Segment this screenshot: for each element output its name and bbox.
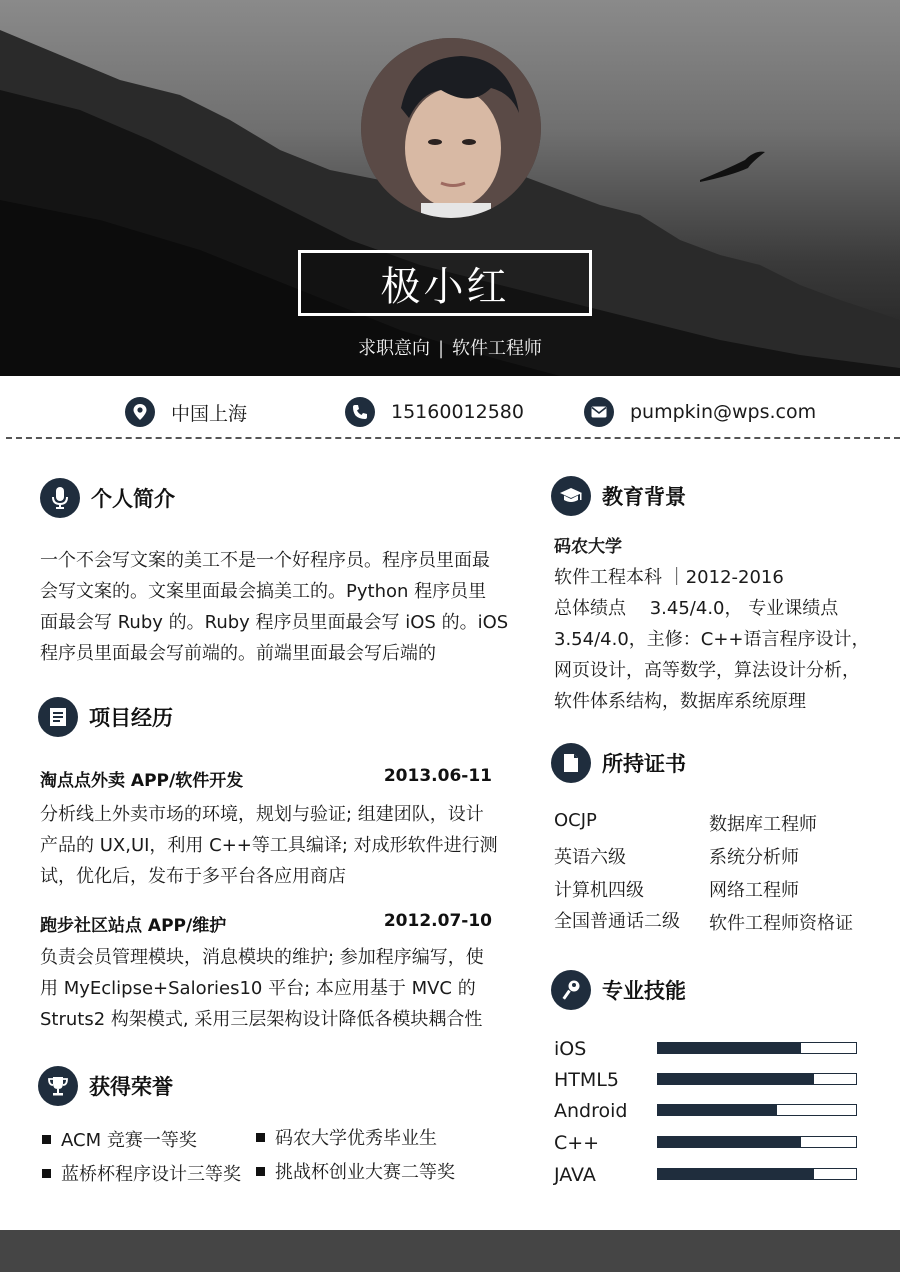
skill-name: JAVA (554, 1164, 596, 1186)
skill-name: Android (554, 1100, 628, 1122)
profile-line: 程序员里面最会写前端的。前端里面最会写后端的 (40, 643, 436, 664)
section-education (551, 476, 686, 516)
project-header (40, 766, 492, 791)
skills-title: 专业技能 (602, 979, 686, 1003)
honor-text: 挑战杯创业大赛二等奖 (275, 1162, 455, 1183)
honor-item (42, 1160, 241, 1186)
honor-item (42, 1126, 197, 1152)
project-name: 淘点点外卖 APP/软件开发 (40, 771, 244, 791)
intent-separator: | (437, 338, 445, 359)
certificates-title: 所持证书 (602, 752, 686, 776)
certificate-item: 计算机四级 (554, 880, 644, 901)
project-line: 负责会员管理模块，消息模块的维护; 参加程序编写，使 (40, 947, 484, 968)
key-icon (551, 970, 591, 1010)
candidate-name: 极小红 (380, 263, 510, 310)
trophy-icon (38, 1066, 78, 1106)
skill-bar (657, 1104, 857, 1116)
skill-bar (657, 1136, 857, 1148)
honor-text: ACM 竞赛一等奖 (61, 1130, 197, 1151)
certificate-item: 全国普通话二级 (554, 911, 680, 932)
project-line: 试，优化后，发布于多平台各应用商店 (40, 866, 346, 887)
bullet-icon (256, 1167, 265, 1176)
profile-title: 个人简介 (91, 487, 175, 511)
certificate-item: 英语六级 (554, 847, 626, 868)
education-line: 软件工程本科 ｜2012-2016 (554, 567, 784, 588)
name-box (298, 250, 592, 316)
intent-label: 求职意向 (357, 338, 430, 359)
profile-line: 一个不会写文案的美工不是一个好程序员。程序员里面最 (40, 550, 490, 571)
section-projects (38, 697, 173, 737)
education-details (554, 562, 870, 717)
bullet-icon (42, 1135, 51, 1144)
project-date: 2012.07-10 (383, 911, 492, 931)
project-line: 分析线上外卖市场的环境，规划与验证; 组建团队，设计 (40, 804, 484, 825)
education-line: 总体绩点 3.45/4.0， 专业课绩点 (554, 598, 839, 619)
education-line: 3.54/4.0，主修：C++语言程序设计， (554, 629, 870, 650)
contact-phone (345, 392, 524, 432)
honor-item (256, 1124, 437, 1150)
section-skills (551, 970, 686, 1010)
certificate-item: 系统分析师 (709, 847, 799, 868)
project-line: 产品的 UX,UI，利用 C++等工具编译; 对成形软件进行测 (40, 835, 498, 856)
project-name: 跑步社区站点 APP/维护 (40, 916, 227, 936)
certificate-item: OCJP (554, 810, 597, 831)
honor-text: 蓝桥杯程序设计三等奖 (61, 1164, 241, 1185)
projects-title: 项目经历 (89, 706, 173, 730)
skill-bar-fill (658, 1105, 777, 1115)
project-description (40, 799, 498, 892)
document-icon (38, 697, 78, 737)
education-title: 教育背景 (602, 485, 686, 509)
section-profile (40, 478, 175, 518)
honors-title: 获得荣誉 (89, 1075, 173, 1099)
project-line: Struts2 构架模式, 采用三层架构设计降低各模块耦合性 (40, 1009, 483, 1030)
profile-text (40, 545, 508, 669)
avatar (361, 38, 541, 218)
contact-email (584, 392, 816, 432)
microphone-icon (40, 478, 80, 518)
bullet-icon (256, 1133, 265, 1142)
contact-location (125, 392, 247, 432)
location-icon (125, 397, 155, 427)
eagle-icon (700, 152, 765, 182)
skill-name: C++ (554, 1132, 600, 1154)
profile-line: 会写文案的。文案里面最会搞美工的。Python 程序员里 (40, 581, 487, 602)
honor-text: 码农大学优秀毕业生 (275, 1128, 437, 1149)
phone-text: 15160012580 (391, 401, 524, 423)
project-line: 用 MyEclipse+Salories10 平台; 本应用基于 MVC 的 (40, 978, 476, 999)
certificate-icon (551, 743, 591, 783)
honor-item (256, 1158, 455, 1184)
skill-name: iOS (554, 1038, 587, 1060)
skill-name: HTML5 (554, 1069, 619, 1091)
education-line: 网页设计，高等数学，算法设计分析， (554, 660, 860, 681)
section-certificates (551, 743, 686, 783)
phone-icon (345, 397, 375, 427)
header-banner (0, 0, 900, 376)
skill-bar-fill (658, 1137, 801, 1147)
profile-line: 面最会写 Ruby 的。Ruby 程序员里面最会写 iOS 的。iOS (40, 612, 509, 633)
intent-value: 软件工程师 (452, 338, 543, 359)
skill-bar-fill (658, 1074, 814, 1084)
job-intent (0, 334, 900, 360)
footer-bar (0, 1230, 900, 1272)
project-date: 2013.06-11 (383, 766, 492, 786)
certificate-item: 软件工程师资格证 (709, 913, 853, 934)
location-text: 中国上海 (171, 402, 248, 425)
skill-bar (657, 1073, 857, 1085)
education-line: 软件体系结构，数据库系统原理 (554, 691, 806, 712)
certificate-item: 数据库工程师 (709, 814, 817, 835)
bullet-icon (42, 1169, 51, 1178)
email-icon (584, 397, 614, 427)
email-text: pumpkin@wps.com (630, 401, 817, 423)
section-honors (38, 1066, 173, 1106)
skill-bar (657, 1168, 857, 1180)
project-header (40, 911, 492, 936)
skill-bar (657, 1042, 857, 1054)
skill-bar-fill (658, 1043, 801, 1053)
project-description (40, 942, 484, 1035)
skill-bar-fill (658, 1169, 814, 1179)
divider (6, 437, 900, 439)
graduation-cap-icon (551, 476, 591, 516)
certificate-item: 网络工程师 (709, 880, 799, 901)
school-name: 码农大学 (554, 537, 622, 557)
